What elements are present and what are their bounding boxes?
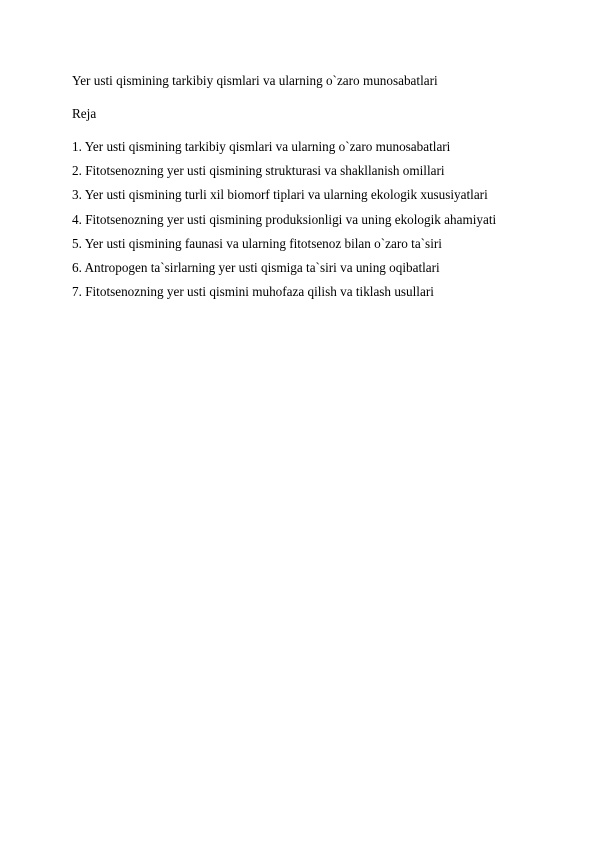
plan-item-4: 4. Fitotsenozning yer usti qismining produksionligi va uning ekologik ahamiyati (72, 211, 497, 227)
plan-item-3: 3. Yer usti qismining turli xil biomorf tiplari va ularning ekologik xususiyatlari (72, 187, 488, 203)
plan-item-6: 6. Antropogen ta`sirlarning yer usti qismiga ta`siri va uning oqibatlari (72, 259, 440, 275)
plan-item-2: 2. Fitotsenozning yer usti qismining strukturasi va shakllanish omillari (72, 163, 445, 179)
document-title: Yer usti qismining tarkibiy qismlari va ularning o`zaro munosabatlari (72, 73, 438, 88)
plan-item-7: 7. Fitotsenozning yer usti qismini muhofaza qilish va tiklash usullari (72, 284, 434, 300)
plan-item-1: 1. Yer usti qismining tarkibiy qismlari va ularning o`zaro munosabatlari (72, 139, 451, 154)
plan-heading: Reja (72, 106, 97, 121)
plan-item-5: 5. Yer usti qismining faunasi va ularning fitotsenoz bilan o`zaro ta`siri (72, 235, 442, 251)
plan-list (72, 139, 496, 308)
